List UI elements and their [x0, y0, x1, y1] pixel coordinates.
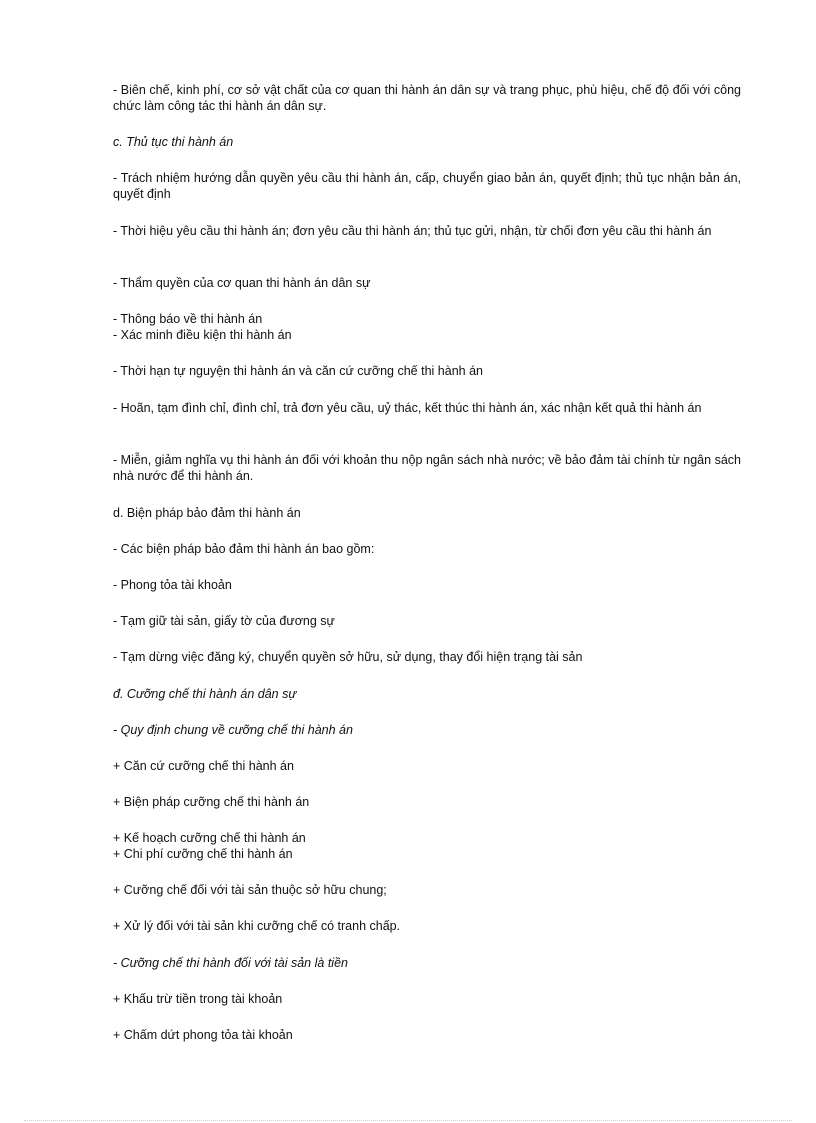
paragraph-phong-toa: - Phong tỏa tài khoản [113, 578, 232, 592]
paragraph-tranh-chap: + Xử lý đối với tài sản khi cưỡng chế có tranh chấp. [113, 919, 401, 933]
paragraph-hoan: - Hoãn, tạm đình chỉ, đình chỉ, trả đơn yêu cầu, uỷ thác, kết thúc thi hành án, xác nhận kết quả thi hành án [113, 401, 702, 415]
section-heading-thu-tuc: c. Thủ tục thi hành án [113, 135, 234, 149]
paragraph-tham-quyen: - Thẩm quyền của cơ quan thi hành án dân sự [113, 276, 371, 290]
paragraph-cham-dut: + Chấm dứt phong tỏa tài khoản [113, 1028, 293, 1042]
paragraph-bien-phap-cuong-che: + Biện pháp cưỡng chế thi hành án [113, 795, 310, 809]
paragraph-thoi-hieu: - Thời hiệu yêu cầu thi hành án; đơn yêu cầu thi hành án; thủ tục gửi, nhận, từ chối đơn yêu cầu thi hành án [113, 224, 712, 238]
paragraph-ke-hoach: + Kế hoạch cưỡng chế thi hành án [113, 831, 306, 845]
paragraph-thoi-han: - Thời hạn tự nguyện thi hành án và căn cứ cưỡng chế thi hành án [113, 364, 483, 378]
paragraph-thong-bao: - Thông báo về thi hành án [113, 312, 263, 326]
paragraph-can-cu: + Căn cứ cưỡng chế thi hành án [113, 759, 294, 773]
paragraph-xac-minh: - Xác minh điều kiện thi hành án [113, 328, 292, 342]
paragraph-tam-dung: - Tạm dừng việc đăng ký, chuyển quyền sở hữu, sử dụng, thay đổi hiện trạng tài sản [113, 650, 583, 664]
paragraph-chi-phi: + Chi phí cưỡng chế thi hành án [113, 847, 293, 861]
section-heading-bien-phap: d. Biện pháp bảo đảm thi hành án [113, 506, 301, 520]
paragraph-khau-tru: + Khấu trừ tiền trong tài khoản [113, 992, 283, 1006]
section-heading-cuong-che: đ. Cưỡng chế thi hành án dân sự [113, 687, 297, 701]
paragraph-bien-che: - Biên chế, kinh phí, cơ sở vật chất của cơ quan thi hành án dân sự và trang phục, phù hiệu, chế độ đối với công chức làm công tác thi hành án dân sự. [113, 83, 741, 113]
paragraph-quy-dinh-chung: - Quy định chung về cưỡng chế thi hành án [113, 723, 353, 737]
paragraph-tam-giu: - Tạm giữ tài sản, giấy tờ của đương sự [113, 614, 335, 628]
paragraph-trach-nhiem: - Trách nhiệm hướng dẫn quyền yêu cầu thi hành án, cấp, chuyển giao bản án, quyết định; thủ tục nhận bản án, quyết định [113, 171, 741, 201]
paragraph-cac-bien-phap: - Các biện pháp bảo đảm thi hành án bao gồm: [113, 542, 375, 556]
paragraph-so-huu-chung: + Cưỡng chế đối với tài sản thuộc sở hữu chung; [113, 883, 387, 897]
page-bottom-divider [24, 1120, 792, 1121]
paragraph-tai-san-la-tien: - Cưỡng chế thi hành đối với tài sản là tiền [113, 956, 348, 970]
paragraph-mien-giam: - Miễn, giảm nghĩa vụ thi hành án đối với khoản thu nộp ngân sách nhà nước; về bảo đảm tài chính từ ngân sách nhà nước để thi hành án. [113, 453, 741, 483]
